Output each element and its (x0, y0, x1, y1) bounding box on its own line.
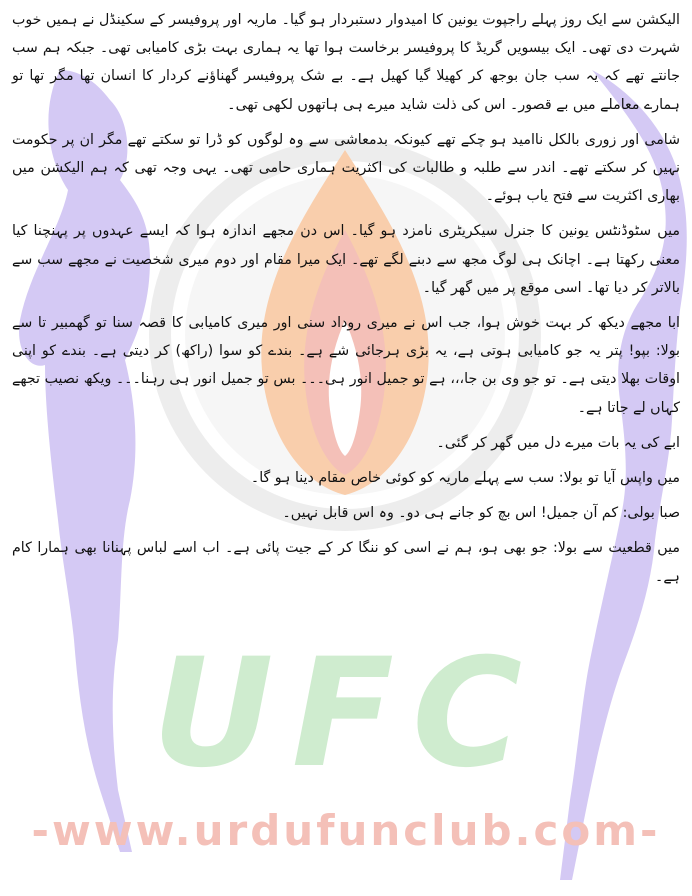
paragraph: صبا بولی: کم آن جمیل! اس بچ کو جانے ہی دو۔ وہ اس قابل نہیں۔ (282, 505, 680, 522)
paragraph: الیکشن سے ایک روز پہلے راجپوت یونین کا امیدوار دستبردار ہو گیا۔ ماریہ اور پروفیسر کے سکینڈل نے ہمیں خوب شہرت دی تھی۔ ایک بیسویں گریڈ کا پروفیسر برخاست ہوا تھا یہ ہماری بہت بڑی کامیابی تھی۔ جبکہ ہم سب جانتے تھے کہ یہ سب جان بوجھ کر کھیلا گیا کھیل ہے۔ بے شک پروفیسر گھناؤنے کردار کا انسان تھا مگر تھا تو ہمارے معاملے میں بے قصور۔ اس کی ذلت شاید میرے ہی ہاتھوں لکھی تھی۔ (12, 12, 680, 113)
paragraph: شامی اور زوری بالکل ناامید ہو چکے تھے کیونکہ بدمعاشی سے وہ لوگوں کو ڈرا تو سکتے تھے مگر ان پر حکومت نہیں کر سکتے تھے۔ اندر سے طلبہ و طالبات کی اکثریت ہماری حامی تھی۔ یہی وجہ تھی کہ ہم الیکشن میں بھاری اکثریت سے فتح یاب ہوئے۔ (12, 131, 680, 205)
ufc-logo-text: UFC (151, 627, 541, 801)
site-url-text: -www.urdufunclub.com- (31, 806, 661, 855)
story-text (12, 6, 680, 598)
paragraph: میں سٹوڈنٹس یونین کا جنرل سیکریٹری نامزد ہو گیا۔ اس دن مجھے اندازہ ہوا کہ ایسے عہدوں پر پہنچنا کیا معنی رکھتا ہے۔ اچانک ہی لوگ مجھ سے دبنے لگے تھے۔ ایک میرا مقام اور دوم میری شخصیت نے مجھے سب سے بالاتر کر دیا تھا۔ اسی موقع پر میں گھر گیا۔ (12, 223, 680, 296)
paragraph: میں واپس آیا تو بولا: سب سے پہلے ماریہ کو کوئی خاص مقام دینا ہو گا۔ (250, 470, 680, 487)
paragraph: ابا مجھے دیکھ کر بہت خوش ہوا، جب اس نے میری روداد سنی اور میری کامیابی کا قصہ سنا تو گھمبیر تا سے بولا: بپو! پتر یہ جو کامیابی ہوتی ہے، یہ بڑی ہرجائی شے ہے۔ بندے کو سوا (راکھ) کر دیتی ہے۔ بندے کو اپنی اوقات بھلا دیتی ہے۔ تو جو وی بن جا،،، ہے تو جمیل انور ہی۔۔۔ بس تو جمیل انور ہی رہنا۔۔۔ ویکھ نصیب تجھے کہاں لے جاتا ہے۔ (12, 315, 680, 416)
paragraph: میں قطعیت سے بولا: جو بھی ہو، ہم نے اسی کو ننگا کر کے جیت پائی ہے۔ اب اسے لباس پہنانا بھی ہمارا کام ہے۔ (12, 540, 680, 585)
paragraph: ابے کی یہ بات میرے دل میں گھر کر گئی۔ (436, 434, 680, 451)
